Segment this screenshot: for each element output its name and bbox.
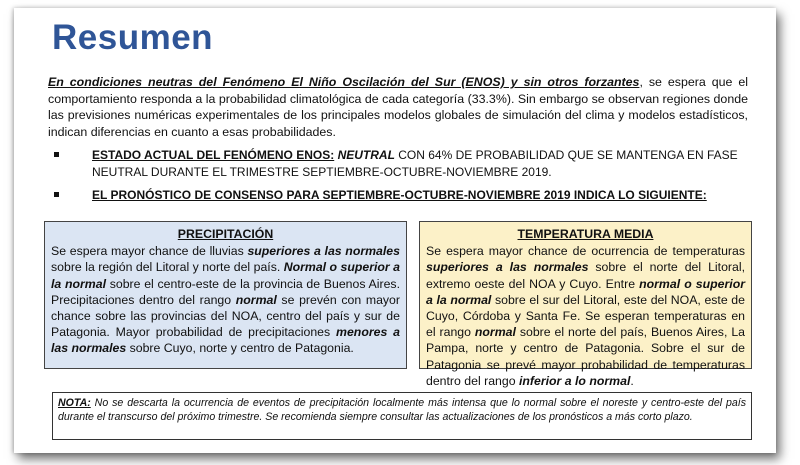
estado-value: NEUTRAL xyxy=(337,148,395,162)
precip-emph-4: menores a las normales xyxy=(51,325,400,356)
summary-slide xyxy=(14,8,776,453)
intro-lead: En condiciones neutras del Fenómeno El Niño Oscilación del Sur (ENOS) y sin otros forzantes xyxy=(48,75,640,89)
precip-text-4: se prevén con mayor chance sobre las provincias del NOA, centro del país y sur de Patagonia. Mayor probabilidad de precipitaciones xyxy=(51,292,400,340)
bullet-square-icon xyxy=(54,152,59,157)
precip-text-3: sobre el centro-este de la provincia de Buenos Aires. Precipitaciones dentro del rango xyxy=(51,276,400,307)
temp-emph-3: normal xyxy=(474,325,516,340)
temp-emph-4: inferior a lo normal xyxy=(518,373,631,388)
precipitation-text xyxy=(51,243,400,356)
precipitation-box xyxy=(44,221,407,369)
precip-text-5: sobre Cuyo, norte y centro de Patagonia. xyxy=(126,341,354,356)
intro-paragraph xyxy=(48,74,748,140)
precip-text-2: sobre la región del Litoral y norte del país. xyxy=(51,260,284,275)
precip-emph-3: normal xyxy=(235,292,277,307)
page-title: Resumen xyxy=(52,18,214,57)
bullet-square-icon xyxy=(54,192,59,197)
precipitation-heading: PRECIPITACIÓN xyxy=(177,227,274,241)
temp-text-4: sobre el norte del país, Buenos Aires, La Pampa, norte y centro de Patagonia. Sobre el sur de Patagonia se prevé mayor probabilidad de temperaturas dentro del rango xyxy=(426,325,745,388)
precip-text-1: Se espera mayor chance de lluvias xyxy=(51,244,248,259)
temp-emph-2: normal o superior a la normal xyxy=(426,276,745,307)
temperature-box xyxy=(419,221,752,388)
temp-emph-1: superiores a las normales xyxy=(426,260,589,275)
temp-text-1: Se espera mayor chance de ocurrencia de temperaturas xyxy=(426,244,745,259)
intro-text: , se espera que el comportamiento responda a la probabilidad climatológica de cada categoría (33.3%). Sin embargo se observan regiones donde las previsiones numéricas experimentales de los principales modelos globales de simulación del clima y modelos estadísticos, indican diferencias en cuanto a esas probabilidades. xyxy=(48,75,748,139)
estado-rest: CON 64% DE PROBABILIDAD QUE SE MANTENGA EN FASE NEUTRAL DURANTE EL TRIMESTRE SEPTIEMBRE-OCTUBRE-NOVIEMBRE 2019. xyxy=(92,148,738,179)
precip-emph-1: superiores a las normales xyxy=(247,244,400,259)
estado-label: ESTADO ACTUAL DEL FENÓMENO ENOS: xyxy=(92,148,335,162)
pronostico-text: EL PRONÓSTICO DE CONSENSO PARA SEPTIEMBRE-OCTUBRE-NOVIEMBRE 2019 INDICA LO SIGUIENTE: xyxy=(92,188,707,202)
precip-emph-2: Normal o superior a la normal xyxy=(51,260,400,291)
note-text: No se descarta la ocurrencia de eventos de precipitación localmente más intensa que lo normal sobre el noreste y centro-este del país durante el transcurso del próximo trimestre. Se recomienda siempre consultar las actualizaciones de los pronósticos a más corto plazo. xyxy=(58,397,746,423)
temp-text-2: sobre el norte del Litoral, extremo oeste del NOA y Cuyo. Entre xyxy=(426,260,745,291)
temperature-text xyxy=(426,243,745,389)
note-label: NOTA: xyxy=(58,397,91,409)
temp-text-3: sobre el sur del Litoral, este del NOA, este de Cuyo, Córdoba y Santa Fe. Se esperan temperaturas en el rango xyxy=(426,292,745,340)
temperature-heading: TEMPERATURA MEDIA xyxy=(517,227,654,241)
note-box xyxy=(52,392,752,440)
temp-text-5: . xyxy=(630,373,634,388)
